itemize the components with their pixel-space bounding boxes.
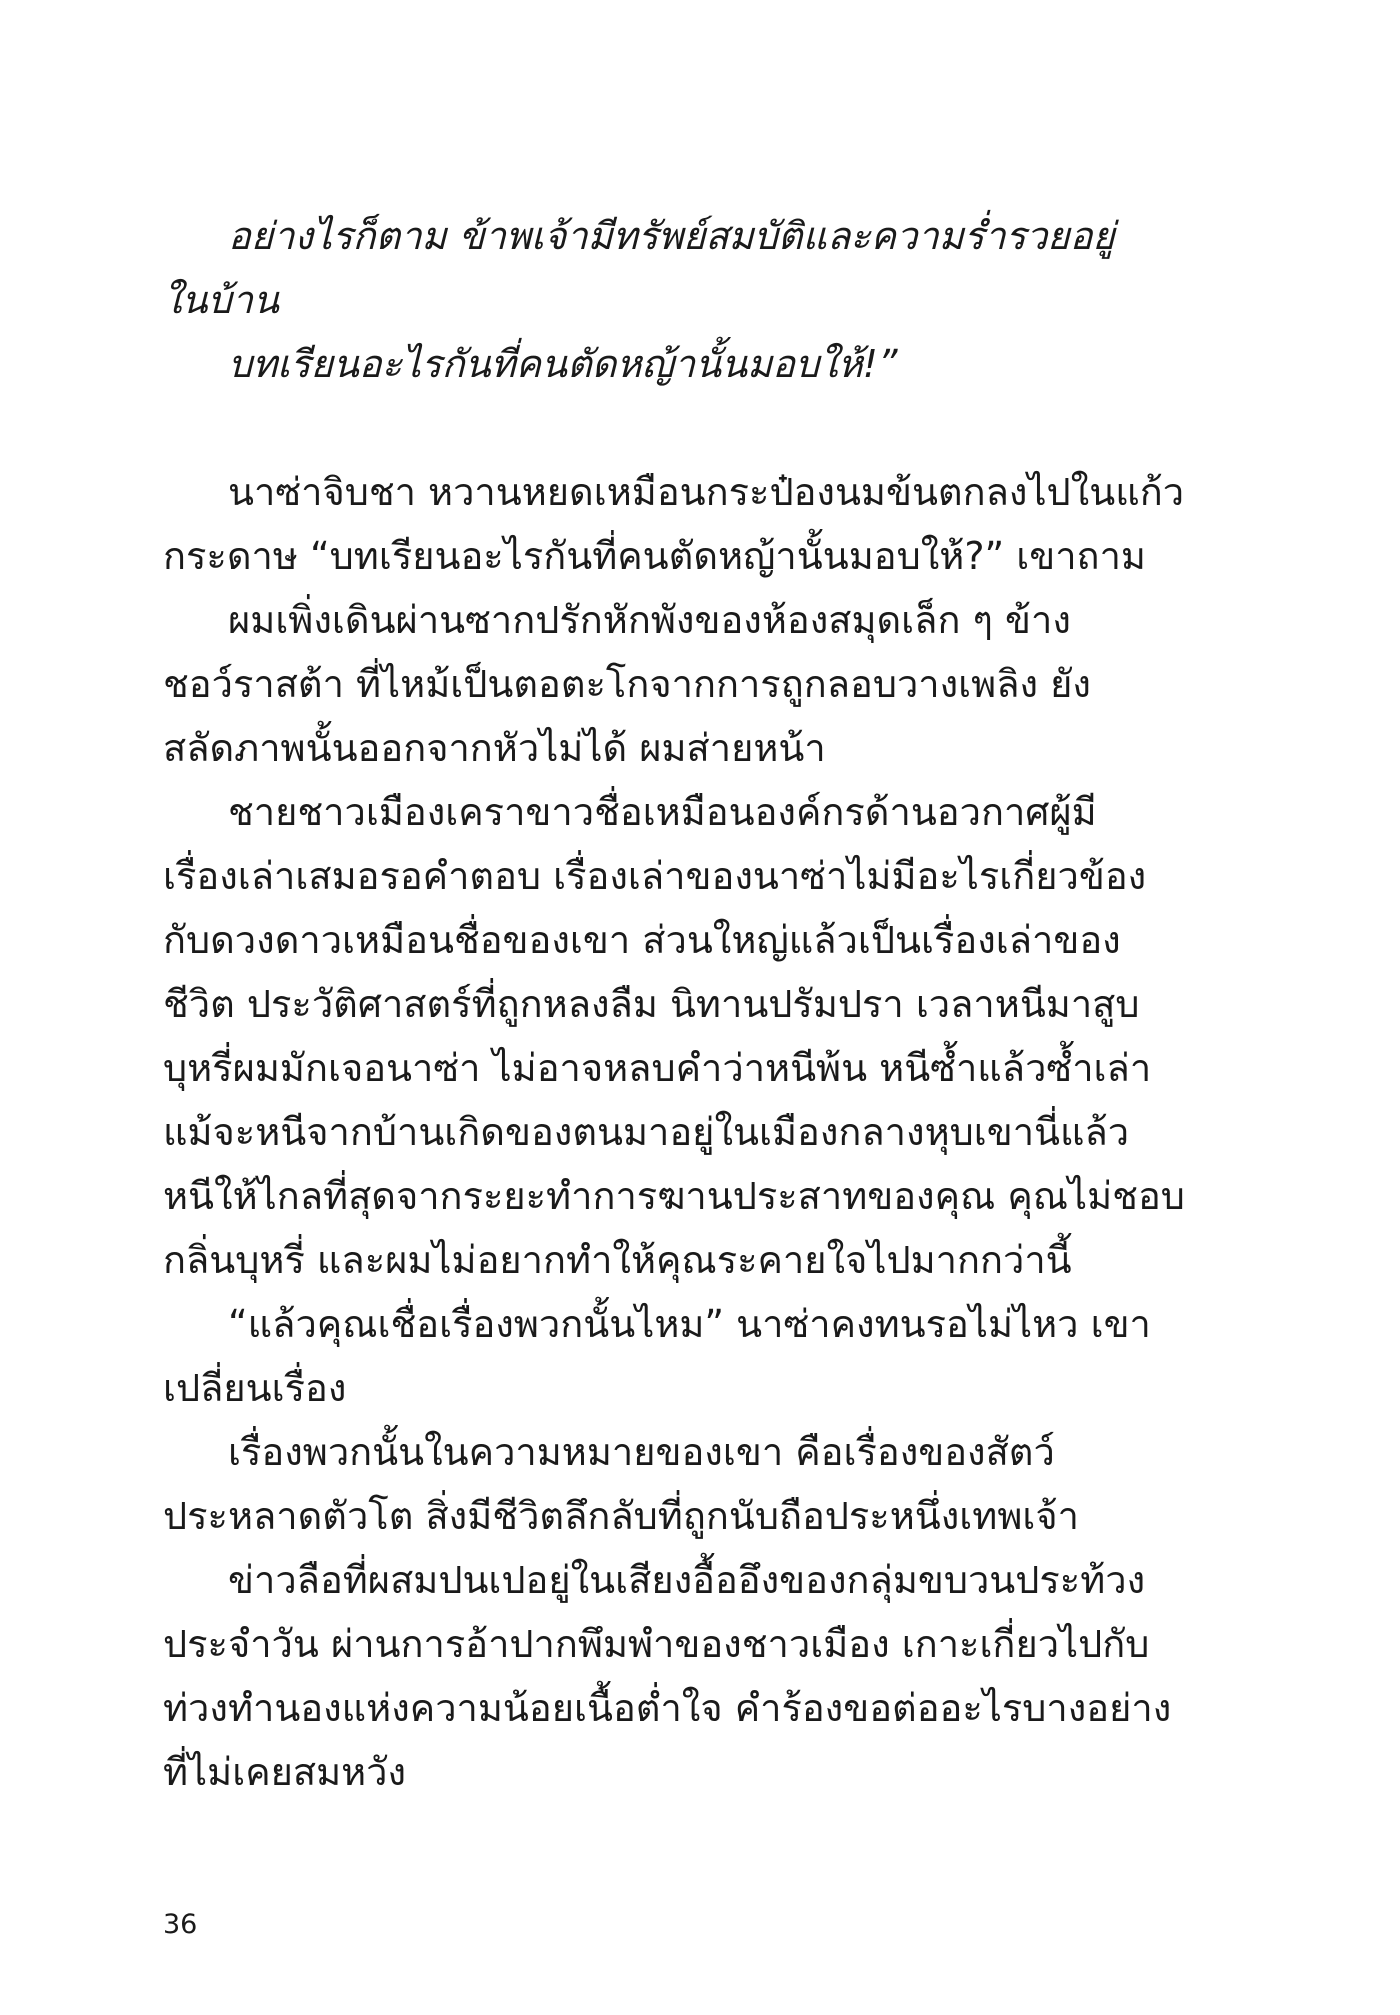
body-line: ผมเพิ่งเดินผ่านซากปรักหักพังของห้องสมุดเล็ก ๆ ข้าง [228,598,1071,642]
quote-line-1: อย่างไรก็ตาม ข้าพเจ้ามีทรัพย์สมบัติและความร่ำรวยอยู่ [228,214,1115,258]
body-line: บุหรี่ผมมักเจอนาซ่า ไม่อาจหลบคำว่าหนีพ้น หนีซ้ำแล้วซ้ำเล่า [163,1046,1152,1090]
body-line: ประหลาดตัวโต สิ่งมีชีวิตลึกลับที่ถูกนับถือประหนึ่งเทพเจ้า [163,1494,1079,1538]
body-line: กับดวงดาวเหมือนชื่อของเขา ส่วนใหญ่แล้วเป็นเรื่องเล่าของ [163,918,1121,962]
body-line: สลัดภาพนั้นออกจากหัวไม่ได้ ผมส่ายหน้า [163,726,826,770]
body-line: กลิ่นบุหรี่ และผมไม่อยากทำให้คุณระคายใจไปมากกว่านี้ [163,1238,1072,1282]
body-line: ชอว์ราสต้า ที่ไหม้เป็นตอตะโกจากการถูกลอบวางเพลิง ยัง [163,662,1091,706]
body-line: “แล้วคุณเชื่อเรื่องพวกนั้นไหม” นาซ่าคงทนรอไม่ไหว เขา [228,1302,1151,1346]
body-line: ชีวิต ประวัติศาสตร์ที่ถูกหลงลืม นิทานปรัมปรา เวลาหนีมาสูบ [163,982,1140,1026]
body-line: นาซ่าจิบชา หวานหยดเหมือนกระป๋องนมข้นตกลงไปในแก้ว [228,470,1185,514]
body-line: เปลี่ยนเรื่อง [163,1366,347,1410]
body-line: ประจำวัน ผ่านการอ้าปากพึมพำของชาวเมือง เกาะเกี่ยวไปกับ [163,1622,1150,1666]
body-line: กระดาษ “บทเรียนอะไรกันที่คนตัดหญ้านั้นมอบให้?” เขาถาม [163,534,1146,578]
body-line: แม้จะหนีจากบ้านเกิดของตนมาอยู่ในเมืองกลางหุบเขานี่แล้ว [163,1110,1130,1154]
body-line: เรื่องพวกนั้นในความหมายของเขา คือเรื่องของสัตว์ [228,1430,1055,1474]
body-line: หนีให้ไกลที่สุดจากระยะทำการฆานประสาทของคุณ คุณไม่ชอบ [163,1174,1185,1218]
body-line: เรื่องเล่าเสมอรอคำตอบ เรื่องเล่าของนาซ่าไม่มีอะไรเกี่ยวข้อง [163,854,1147,898]
page-number: 36 [163,1909,198,1940]
quote-line-2: ในบ้าน [163,278,279,322]
quote-line-3: บทเรียนอะไรกันที่คนตัดหญ้านั้นมอบให้!” [228,342,898,386]
body-line: ที่ไม่เคยสมหวัง [163,1750,407,1794]
body-line: ท่วงทำนองแห่งความน้อยเนื้อต่ำใจ คำร้องขอต่ออะไรบางอย่าง [163,1686,1172,1730]
body-line: ข่าวลือที่ผสมปนเปอยู่ในเสียงอื้ออึงของกลุ่มขบวนประท้วง [228,1558,1146,1602]
body-line: ชายชาวเมืองเคราขาวชื่อเหมือนองค์กรด้านอวกาศผู้มี [228,790,1097,834]
